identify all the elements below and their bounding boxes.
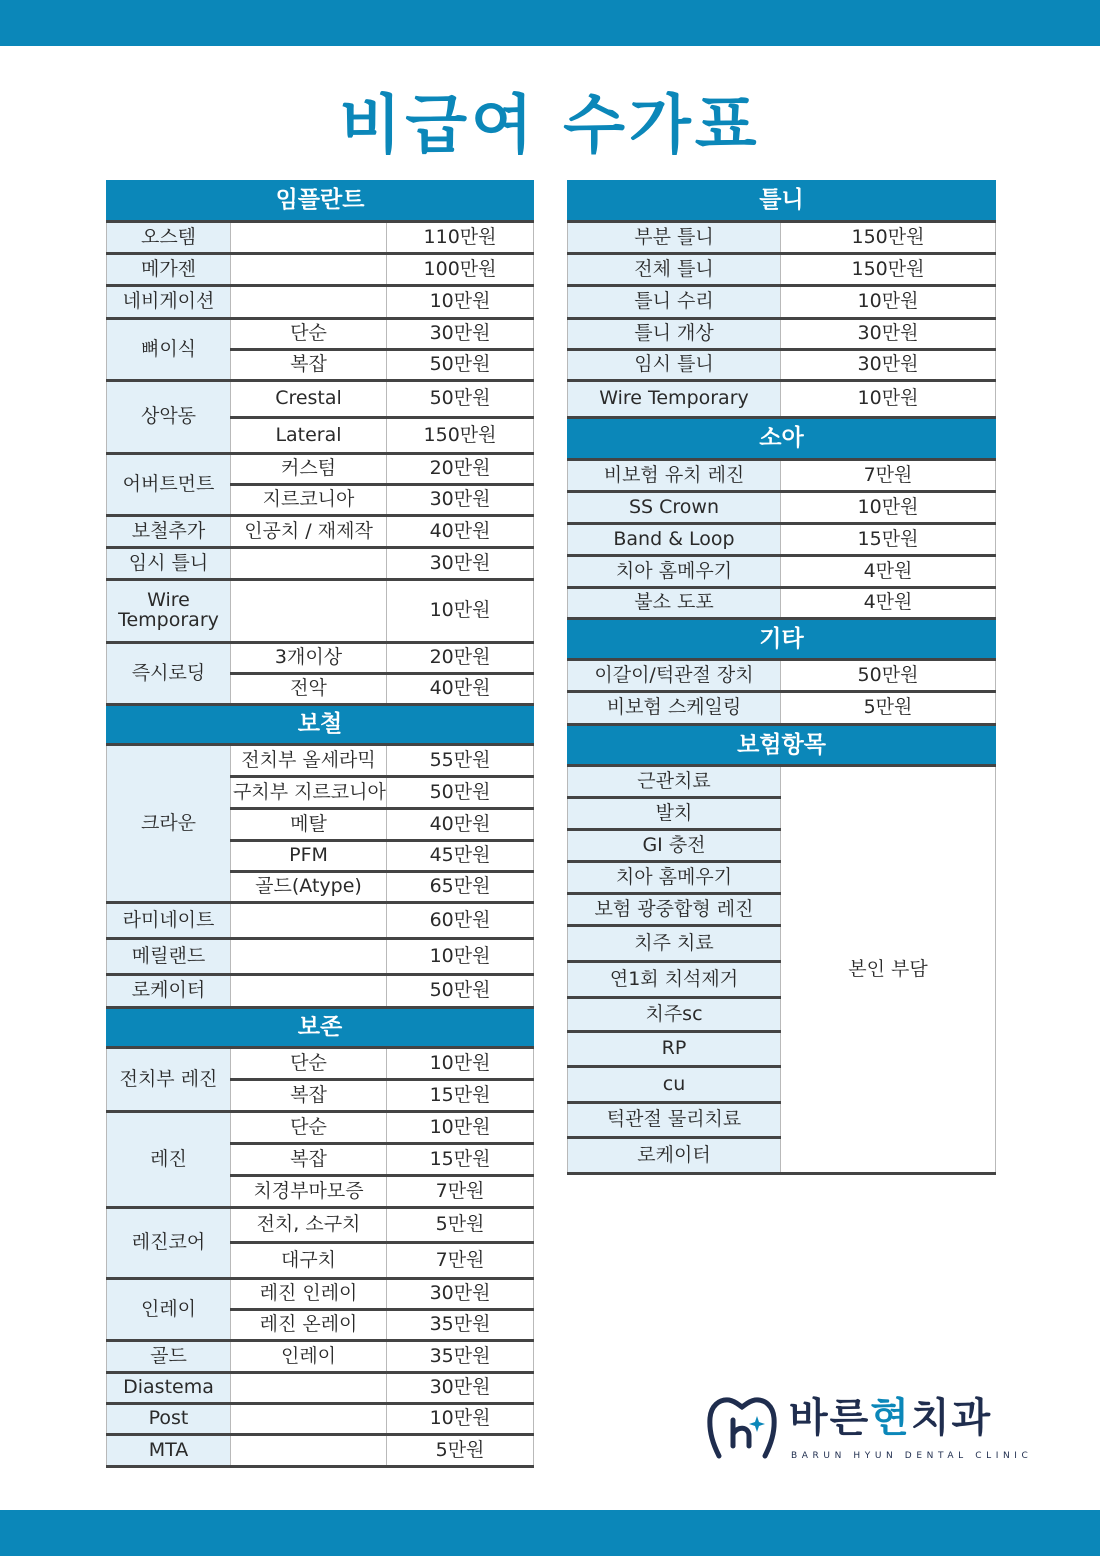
item-price: 5만원: [781, 692, 996, 725]
item-price: 20만원: [387, 643, 534, 674]
item-label: Band & Loop: [568, 524, 781, 556]
item-detail: 단순: [231, 319, 387, 350]
item-detail: 단순: [231, 1048, 387, 1080]
item-price: 150만원: [387, 418, 534, 454]
item-label: Wire Temporary: [568, 381, 781, 418]
clinic-name: [789, 1392, 992, 1444]
item-price: 30만원: [387, 1279, 534, 1310]
item-label: 비보험 유치 레진: [568, 460, 781, 492]
item-label: 로케이터: [568, 1138, 781, 1174]
item-label: GI 충전: [568, 830, 781, 862]
item-detail: 3개이상: [231, 643, 387, 674]
clinic-logo: [705, 1392, 1033, 1472]
item-price: 15만원: [387, 1144, 534, 1176]
section-header: 임플란트: [107, 181, 534, 222]
item-detail: [231, 939, 387, 975]
item-price: 10만원: [387, 1404, 534, 1435]
page-title: 비급여 수가표: [339, 89, 761, 163]
item-detail: [231, 254, 387, 286]
clinic-name-part: 바른: [789, 1395, 871, 1441]
item-detail: 전악: [231, 674, 387, 705]
item-price: 10만원: [387, 286, 534, 319]
item-detail: 대구치: [231, 1243, 387, 1279]
item-label: 메릴랜드: [107, 939, 231, 975]
item-detail: Crestal: [231, 381, 387, 418]
item-detail: 레진 인레이: [231, 1279, 387, 1310]
item-detail: PFM: [231, 841, 387, 872]
item-detail: [231, 1435, 387, 1467]
item-label: 틀니 수리: [568, 286, 781, 319]
item-label: RP: [568, 1032, 781, 1067]
item-price: 110만원: [387, 222, 534, 254]
item-label: 틀니 개상: [568, 319, 781, 350]
item-label: SS Crown: [568, 492, 781, 524]
item-label: 이갈이/턱관절 장치: [568, 660, 781, 692]
item-label: 치주sc: [568, 998, 781, 1032]
item-label: 크라운: [107, 745, 231, 903]
item-detail: [231, 286, 387, 319]
item-price: 50만원: [387, 381, 534, 418]
item-label: 발치: [568, 798, 781, 830]
item-price: 7만원: [387, 1176, 534, 1208]
item-label: 즉시로딩: [107, 643, 231, 705]
item-label: 전치부 레진: [107, 1048, 231, 1112]
item-label: 치아 홈메우기: [568, 556, 781, 588]
section-header: 보철: [107, 705, 534, 745]
item-price: 10만원: [781, 492, 996, 524]
item-price: 100만원: [387, 254, 534, 286]
item-price: 150만원: [781, 222, 996, 254]
section-header: 보험항목: [568, 725, 996, 766]
item-price: 15만원: [387, 1080, 534, 1112]
item-label: 불소 도포: [568, 588, 781, 619]
item-label: 보철추가: [107, 516, 231, 548]
item-detail: [231, 1373, 387, 1404]
section-header: 기타: [568, 619, 996, 660]
item-price: 55만원: [387, 745, 534, 777]
item-label: 연1회 치석제거: [568, 962, 781, 998]
item-detail: 전치, 소구치: [231, 1208, 387, 1243]
section-header: 소아: [568, 418, 996, 460]
item-price: 150만원: [781, 254, 996, 286]
item-label: 치아 홈메우기: [568, 862, 781, 894]
item-label: Wire Temporary: [107, 580, 231, 643]
item-label: 메가젠: [107, 254, 231, 286]
item-detail: [231, 548, 387, 580]
item-label: 오스템: [107, 222, 231, 254]
item-detail: 인레이: [231, 1341, 387, 1373]
item-detail: 복잡: [231, 1080, 387, 1112]
item-label: 근관치료: [568, 766, 781, 798]
item-price: 60만원: [387, 903, 534, 939]
insurance-note: 본인 부담: [781, 766, 996, 1174]
item-label: 치주 치료: [568, 926, 781, 962]
item-price: 50만원: [387, 777, 534, 809]
item-detail: Lateral: [231, 418, 387, 454]
item-price: 20만원: [387, 454, 534, 485]
item-detail: 골드(Atype): [231, 872, 387, 903]
item-detail: 커스텀: [231, 454, 387, 485]
item-price: 50만원: [781, 660, 996, 692]
item-detail: [231, 222, 387, 254]
item-label: 임시 틀니: [107, 548, 231, 580]
item-price: 4만원: [781, 556, 996, 588]
left-price-table: [106, 180, 534, 1468]
item-detail: 단순: [231, 1112, 387, 1144]
right-price-table: [567, 180, 996, 1175]
item-label: MTA: [107, 1435, 231, 1467]
item-detail: 전치부 올세라믹: [231, 745, 387, 777]
item-label: 레진코어: [107, 1208, 231, 1279]
item-detail: 지르코니아: [231, 485, 387, 516]
item-detail: 레진 온레이: [231, 1310, 387, 1341]
item-label: 턱관절 물리치료: [568, 1103, 781, 1138]
item-price: 15만원: [781, 524, 996, 556]
item-label: 어버트먼트: [107, 454, 231, 516]
item-price: 5만원: [387, 1435, 534, 1467]
item-label: Post: [107, 1404, 231, 1435]
item-detail: 인공치 / 재제작: [231, 516, 387, 548]
item-price: 7만원: [387, 1243, 534, 1279]
item-price: 35만원: [387, 1341, 534, 1373]
item-detail: 복잡: [231, 350, 387, 381]
item-price: 10만원: [387, 1112, 534, 1144]
item-price: 7만원: [781, 460, 996, 492]
item-price: 30만원: [387, 1373, 534, 1404]
bottom-banner: [0, 1510, 1100, 1556]
item-price: 40만원: [387, 809, 534, 841]
clinic-subtitle: BARUN HYUN DENTAL CLINIC: [791, 1451, 1033, 1461]
item-price: 5만원: [387, 1208, 534, 1243]
item-label: 부분 틀니: [568, 222, 781, 254]
item-detail: 구치부 지르코니아: [231, 777, 387, 809]
item-price: 30만원: [387, 319, 534, 350]
item-label: 상악동: [107, 381, 231, 454]
item-price: 10만원: [387, 1048, 534, 1080]
item-price: 30만원: [387, 485, 534, 516]
item-detail: 복잡: [231, 1144, 387, 1176]
item-price: 30만원: [781, 319, 996, 350]
item-price: 30만원: [781, 350, 996, 381]
item-label: 레진: [107, 1112, 231, 1208]
item-label: 비보험 스케일링: [568, 692, 781, 725]
tooth-icon: [705, 1394, 779, 1460]
section-header: 틀니: [568, 181, 996, 222]
item-price: 40만원: [387, 674, 534, 705]
item-detail: 치경부마모증: [231, 1176, 387, 1208]
item-label: Diastema: [107, 1373, 231, 1404]
item-label: cu: [568, 1067, 781, 1103]
section-header: 보존: [107, 1008, 534, 1048]
item-label: 라미네이트: [107, 903, 231, 939]
item-label: 네비게이션: [107, 286, 231, 319]
clinic-name-accent: 현: [870, 1395, 911, 1441]
item-price: 10만원: [781, 381, 996, 418]
item-price: 30만원: [387, 548, 534, 580]
item-label: 뼈이식: [107, 319, 231, 381]
item-price: 45만원: [387, 841, 534, 872]
clinic-name-part: 치과: [910, 1395, 993, 1441]
item-detail: 메탈: [231, 809, 387, 841]
item-price: 4만원: [781, 588, 996, 619]
item-detail: [231, 580, 387, 643]
item-price: 50만원: [387, 350, 534, 381]
item-price: 40만원: [387, 516, 534, 548]
item-label: 보험 광중합형 레진: [568, 894, 781, 926]
item-price: 10만원: [781, 286, 996, 319]
item-price: 10만원: [387, 939, 534, 975]
item-label: 임시 틀니: [568, 350, 781, 381]
item-price: 65만원: [387, 872, 534, 903]
item-detail: [231, 1404, 387, 1435]
top-banner: [0, 0, 1100, 46]
item-price: 50만원: [387, 975, 534, 1008]
item-label: 전체 틀니: [568, 254, 781, 286]
item-price: 10만원: [387, 580, 534, 643]
item-label: 골드: [107, 1341, 231, 1373]
item-label: 인레이: [107, 1279, 231, 1341]
item-label: 로케이터: [107, 975, 231, 1008]
item-detail: [231, 975, 387, 1008]
item-detail: [231, 903, 387, 939]
item-price: 35만원: [387, 1310, 534, 1341]
